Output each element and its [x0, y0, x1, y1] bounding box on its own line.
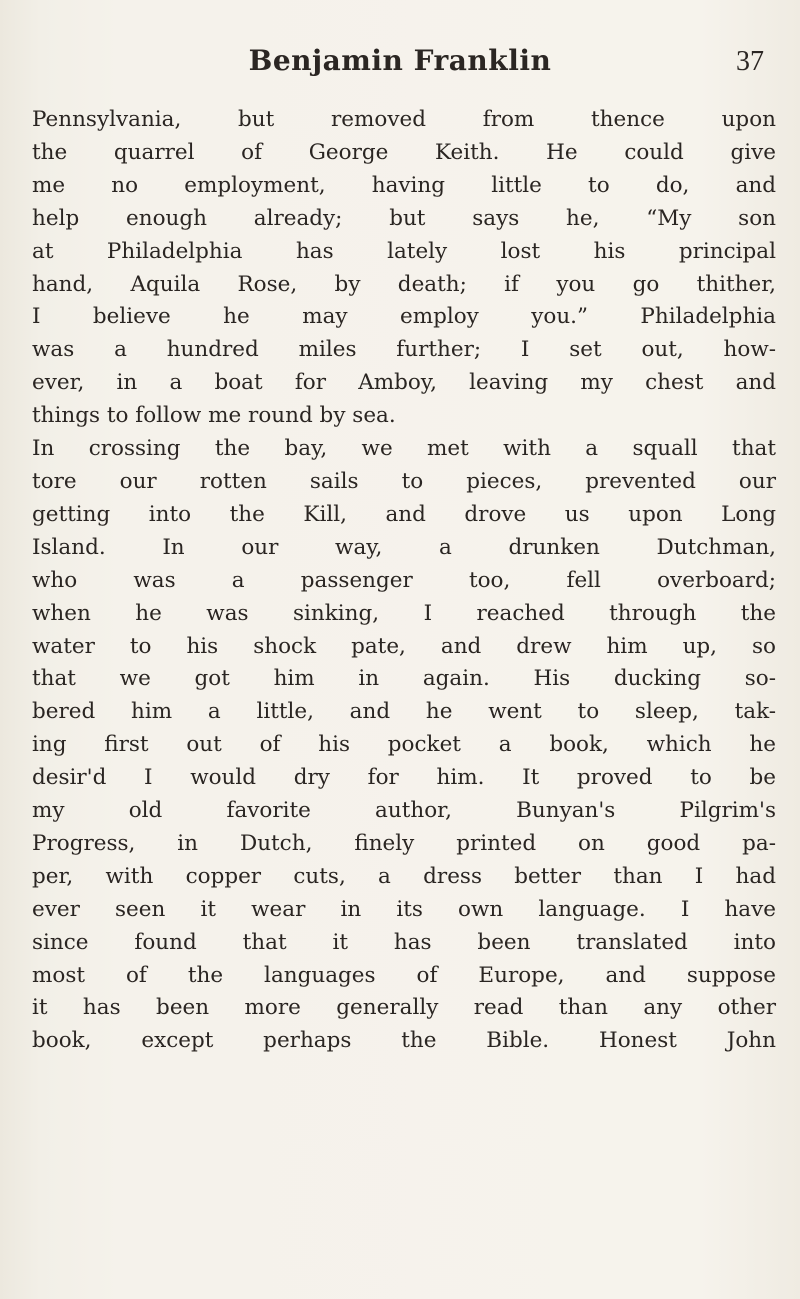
- text-line: desir'd I would dry for him. It proved to be: [32, 765, 776, 791]
- text-line: Progress, in Dutch, finely printed on good pa-: [32, 830, 776, 856]
- text-line: water to his shock pate, and drew him up, so: [32, 633, 776, 659]
- text-line: who was a passenger too, fell overboard;: [32, 567, 776, 593]
- text-line: most of the languages of Europe, and suppose: [32, 962, 776, 988]
- text-line: my old favorite author, Bunyan's Pilgrim's: [32, 798, 776, 824]
- text-line: me no employment, having little to do, and: [32, 172, 776, 198]
- text-line: it has been more generally read than any other: [32, 995, 776, 1021]
- text-line: when he was sinking, I reached through the: [32, 600, 776, 626]
- text-line: getting into the Kill, and drove us upon Long: [32, 501, 776, 527]
- text-line: that we got him in again. His ducking so-: [32, 666, 776, 692]
- text-line: since found that it has been translated into: [32, 929, 776, 955]
- text-line: book, except perhaps the Bible. Honest John: [32, 1028, 776, 1054]
- text-line: Pennsylvania, but removed from thence upon: [32, 107, 776, 132]
- text-line: Island. In our way, a drunken Dutchman,: [32, 534, 776, 560]
- text-line: ever seen it wear in its own language. I have: [32, 896, 776, 922]
- text-line: In crossing the bay, we met with a squall that: [32, 436, 776, 462]
- text-line: hand, Aquila Rose, by death; if you go thither,: [32, 271, 776, 297]
- text-line: help enough already; but says he, “My son: [32, 205, 776, 231]
- page-number: 37: [736, 46, 764, 77]
- text-line: at Philadelphia has lately lost his principal: [32, 238, 776, 264]
- text-line: tore our rotten sails to pieces, prevented our: [32, 468, 776, 494]
- text-line: the quarrel of George Keith. He could give: [32, 139, 776, 165]
- running-head: [0, 44, 800, 84]
- text-line: bered him a little, and he went to sleep, tak-: [32, 699, 776, 725]
- text-line: things to follow me round by sea.: [32, 403, 396, 429]
- running-title: Benjamin Franklin: [248, 44, 552, 77]
- text-line: was a hundred miles further; I set out, how-: [32, 337, 776, 363]
- body-text: [32, 104, 776, 1058]
- text-line: per, with copper cuts, a dress better than I had: [32, 863, 776, 889]
- text-line: ever, in a boat for Amboy, leaving my chest and: [32, 370, 776, 396]
- text-line: I believe he may employ you.” Philadelphia: [32, 304, 776, 330]
- text-line: ing first out of his pocket a book, which he: [32, 732, 776, 758]
